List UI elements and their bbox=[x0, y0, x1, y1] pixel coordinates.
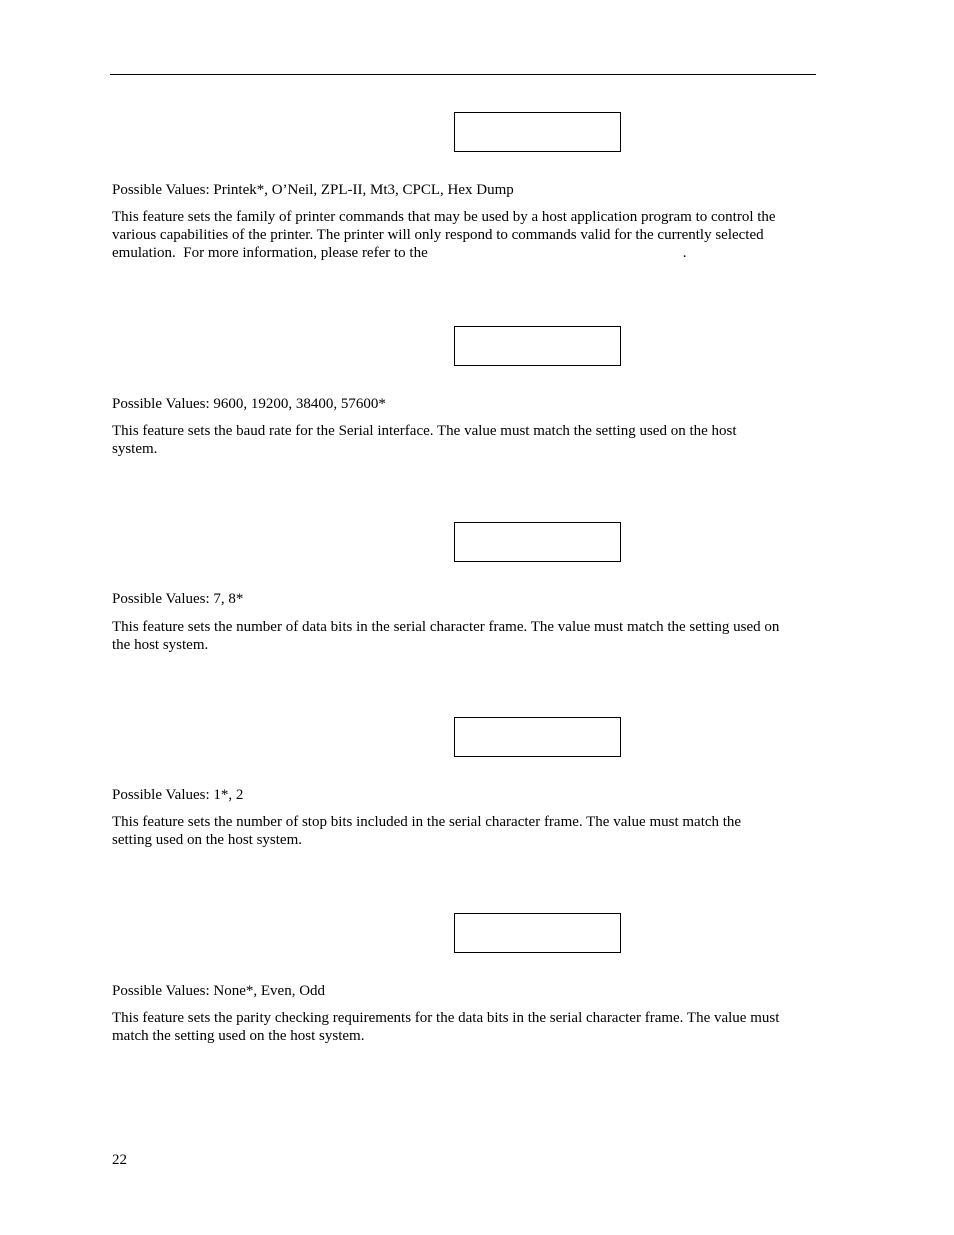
description-line: the host system. bbox=[112, 637, 209, 653]
description-line: match the setting used on the host system. bbox=[112, 1028, 365, 1044]
stop-bits-description bbox=[112, 813, 818, 849]
stop-bits-possible-values: Possible Values: 1*, 2 bbox=[112, 787, 244, 803]
description-line: emulation. For more information, please refer to the . bbox=[112, 245, 687, 261]
description-line: various capabilities of the printer. The printer will only respond to commands valid for the currently selected bbox=[112, 227, 764, 243]
description-line: setting used on the host system. bbox=[112, 832, 302, 848]
baud-rate-possible-values: Possible Values: 9600, 19200, 38400, 57600* bbox=[112, 396, 386, 412]
page-number: 22 bbox=[112, 1152, 127, 1168]
emulation-display-box bbox=[454, 112, 621, 152]
data-bits-description bbox=[112, 618, 818, 654]
emulation-possible-values: Possible Values: Printek*, O’Neil, ZPL-II, Mt3, CPCL, Hex Dump bbox=[112, 182, 514, 198]
parity-description bbox=[112, 1009, 818, 1045]
parity-possible-values: Possible Values: None*, Even, Odd bbox=[112, 983, 326, 999]
description-line: This feature sets the parity checking requirements for the data bits in the serial character frame. The value must bbox=[112, 1010, 780, 1026]
description-line: This feature sets the number of data bits in the serial character frame. The value must match the setting used on bbox=[112, 619, 780, 635]
baud-rate-display-box bbox=[454, 326, 621, 366]
description-line: This feature sets the family of printer commands that may be used by a host application program to control the bbox=[112, 209, 776, 225]
data-bits-display-box bbox=[454, 522, 621, 562]
header-rule bbox=[110, 74, 816, 75]
emulation-description bbox=[112, 208, 818, 262]
stop-bits-display-box bbox=[454, 717, 621, 757]
parity-display-box bbox=[454, 913, 621, 953]
description-line: This feature sets the baud rate for the Serial interface. The value must match the setting used on the host bbox=[112, 423, 737, 439]
data-bits-possible-values: Possible Values: 7, 8* bbox=[112, 591, 244, 607]
baud-rate-description bbox=[112, 422, 818, 458]
description-line: This feature sets the number of stop bits included in the serial character frame. The value must match the bbox=[112, 814, 742, 830]
description-line: system. bbox=[112, 441, 158, 457]
